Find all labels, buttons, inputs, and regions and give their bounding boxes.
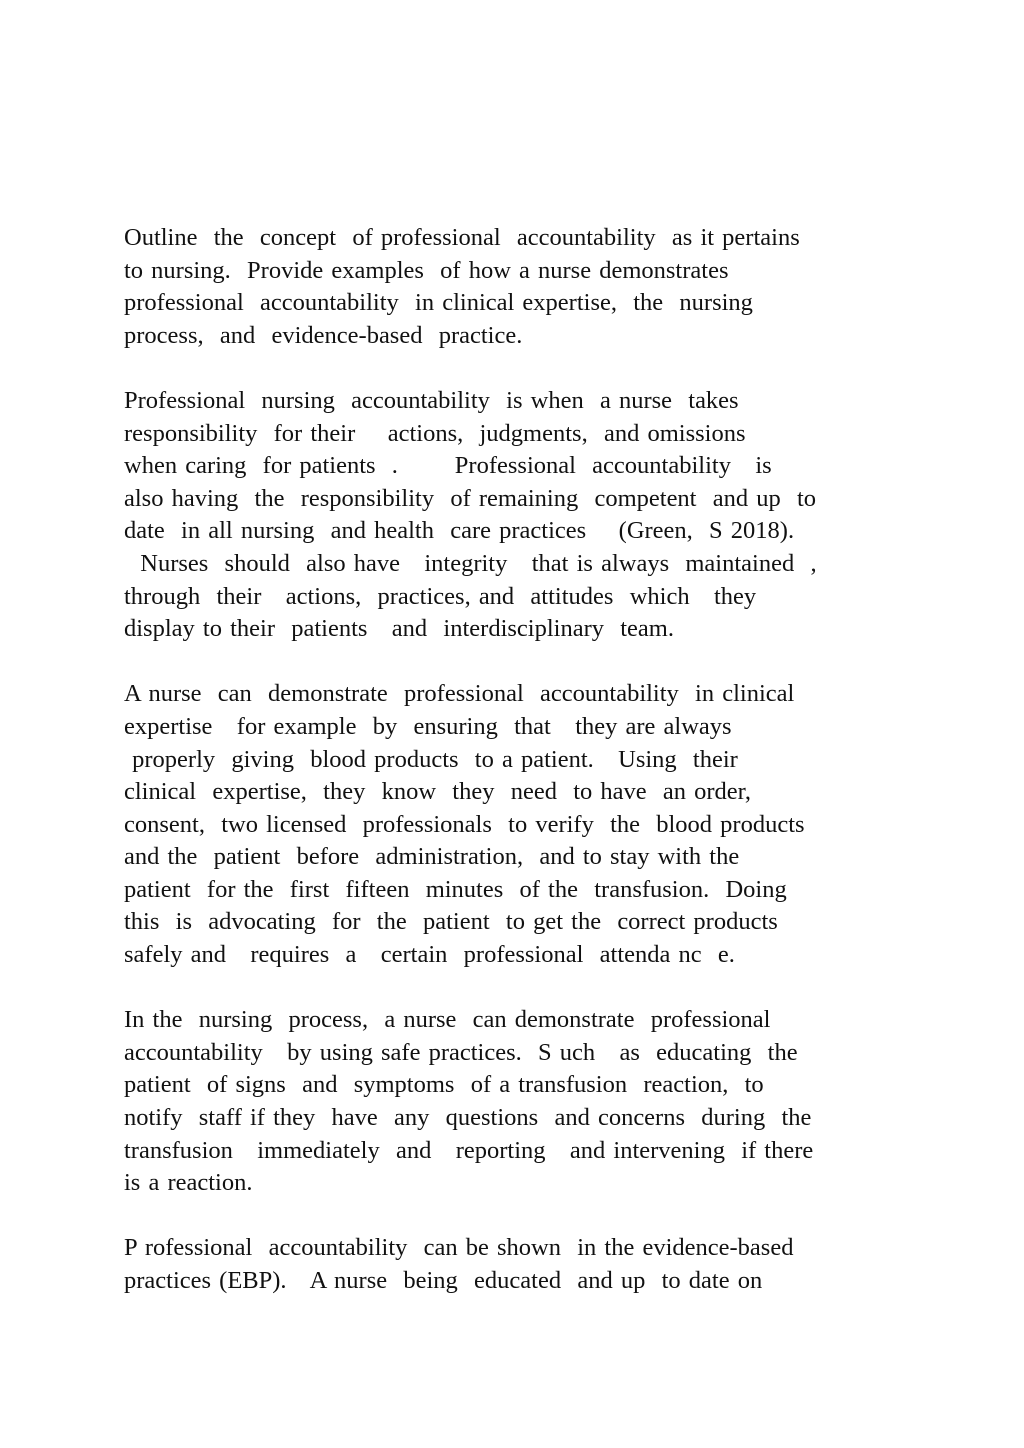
text-line: process, and evidence-based practice. (124, 321, 523, 349)
text-line: practices (EBP). A nurse being educated and up to date on (124, 1267, 763, 1294)
text-line: Nurses should also have integrity that is always maintained , (124, 549, 817, 577)
paragraph-clinical-expertise (124, 678, 944, 971)
text-line: through their actions, practices, and attitudes which they (124, 582, 757, 610)
text-line: and the patient before administration, and to stay with the (124, 843, 740, 871)
text-line: expertise for example by ensuring that they are always (124, 712, 732, 740)
text-line: date in all nursing and health care practices (Green, S 2018). (124, 517, 795, 545)
paragraph-prompt (124, 222, 944, 352)
text-line: display to their patients and interdisciplinary team. (124, 615, 674, 643)
text-line: accountability by using safe practices. S uch as educating the (124, 1038, 798, 1066)
text-line: clinical expertise, they know they need to have an order, (124, 778, 751, 806)
text-line: patient of signs and symptoms of a transfusion reaction, to (124, 1071, 764, 1099)
text-line: A nurse can demonstrate professional accountability in clinical (124, 680, 795, 708)
paragraph-definition (124, 385, 944, 646)
text-line: notify staff if they have any questions and concerns during the (124, 1104, 812, 1132)
text-line: patient for the first fifteen minutes of the transfusion. Doing (124, 875, 787, 903)
document-body (124, 222, 944, 1330)
text-line: Professional nursing accountability is when a nurse takes (124, 386, 739, 414)
text-line: to nursing. Provide examples of how a nurse demonstrates (124, 256, 729, 284)
text-line: Outline the concept of professional accountability as it pertains (124, 224, 800, 251)
text-line: transfusion immediately and reporting and intervening if there (124, 1136, 814, 1164)
text-line: responsibility for their actions, judgments, and omissions (124, 419, 746, 447)
paragraph-nursing-process (124, 1004, 944, 1200)
text-line: professional accountability in clinical expertise, the nursing (124, 289, 753, 317)
text-line: is a reaction. (124, 1169, 253, 1197)
paragraph-evidence-based-practice (124, 1232, 944, 1297)
text-line: safely and requires a certain professional attenda nc e. (124, 941, 735, 969)
text-line: also having the responsibility of remaining competent and up to (124, 484, 817, 512)
text-line: when caring for patients . Professional accountability is (124, 452, 772, 480)
text-line: P rofessional accountability can be shown in the evidence-based (124, 1234, 794, 1262)
text-line: consent, two licensed professionals to verify the blood products (124, 810, 805, 838)
text-line: this is advocating for the patient to get the correct products (124, 908, 778, 936)
text-line: In the nursing process, a nurse can demonstrate professional (124, 1006, 771, 1034)
text-line: properly giving blood products to a patient. Using their (124, 745, 738, 773)
